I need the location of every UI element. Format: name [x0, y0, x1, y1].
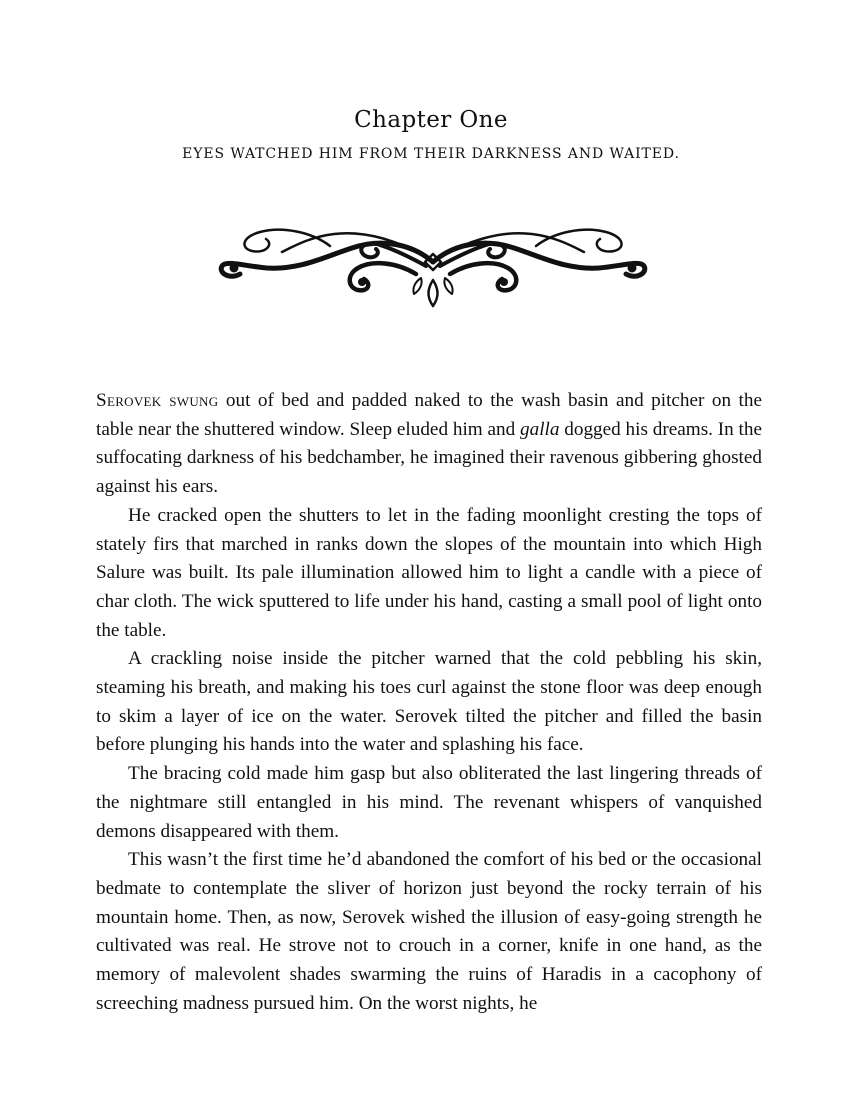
paragraph-1-text-b: dogged his dreams. In the suffocating darkness of his bedchamber, he imagined their ravenous gibbering ghosted against his ears.	[96, 418, 762, 498]
paragraph-2: He cracked open the shutters to let in the fading moonlight cresting the tops of stately firs that marched in ranks down the slopes of the mountain into which High Salure was built. Its pale illumination allowed him to light a candle with a piece of char cloth. The wick sputtered to life under his hand, casting a small pool of light onto the table.	[96, 504, 762, 641]
paragraph-lead-in: Serovek swung	[96, 390, 219, 411]
paragraph-5: This wasn’t the first time he’d abandoned the comfort of his bed or the occasional bedmate to contemplate the sliver of horizon just beyond the rocky terrain of his mountain home. Then, as now, Serovek wished the illusion of easy-going strength he cultivated was real. He strove not to crouch in a corner, knife in one hand, as the memory of malevolent shades swarming the ruins of Haradis in a cacophony of screeching madness pursued him. On the worst nights, he	[96, 849, 762, 1014]
paragraph-1	[96, 387, 762, 502]
flourish-right	[433, 230, 645, 291]
flourish-divider-icon	[212, 222, 654, 314]
paragraph-3: A crackling noise inside the pitcher warned that the cold pebbling his skin, steaming his breath, and making his toes curl against the stone floor was deep enough to skim a layer of ice on the water. Serovek tilted the pitcher and filled the basin before plunging his hands into the water and splashing his face.	[96, 648, 762, 756]
flourish-left	[221, 230, 433, 291]
chapter-body	[96, 387, 762, 1018]
italic-term: galla	[520, 418, 560, 440]
chapter-epigraph: EYES WATCHED HIM FROM THEIR DARKNESS AND WAITED.	[182, 146, 680, 162]
paragraph-4: The bracing cold made him gasp but also obliterated the last lingering threads of the nightmare still entangled in his mind. The revenant whispers of vanquished demons disappeared with them.	[96, 763, 762, 842]
paragraph-1-text-a: out of bed and padded naked to the wash basin and pitcher on the table near the shuttered window. Sleep eluded him and	[96, 390, 762, 440]
chapter-title: Chapter One	[354, 107, 508, 133]
